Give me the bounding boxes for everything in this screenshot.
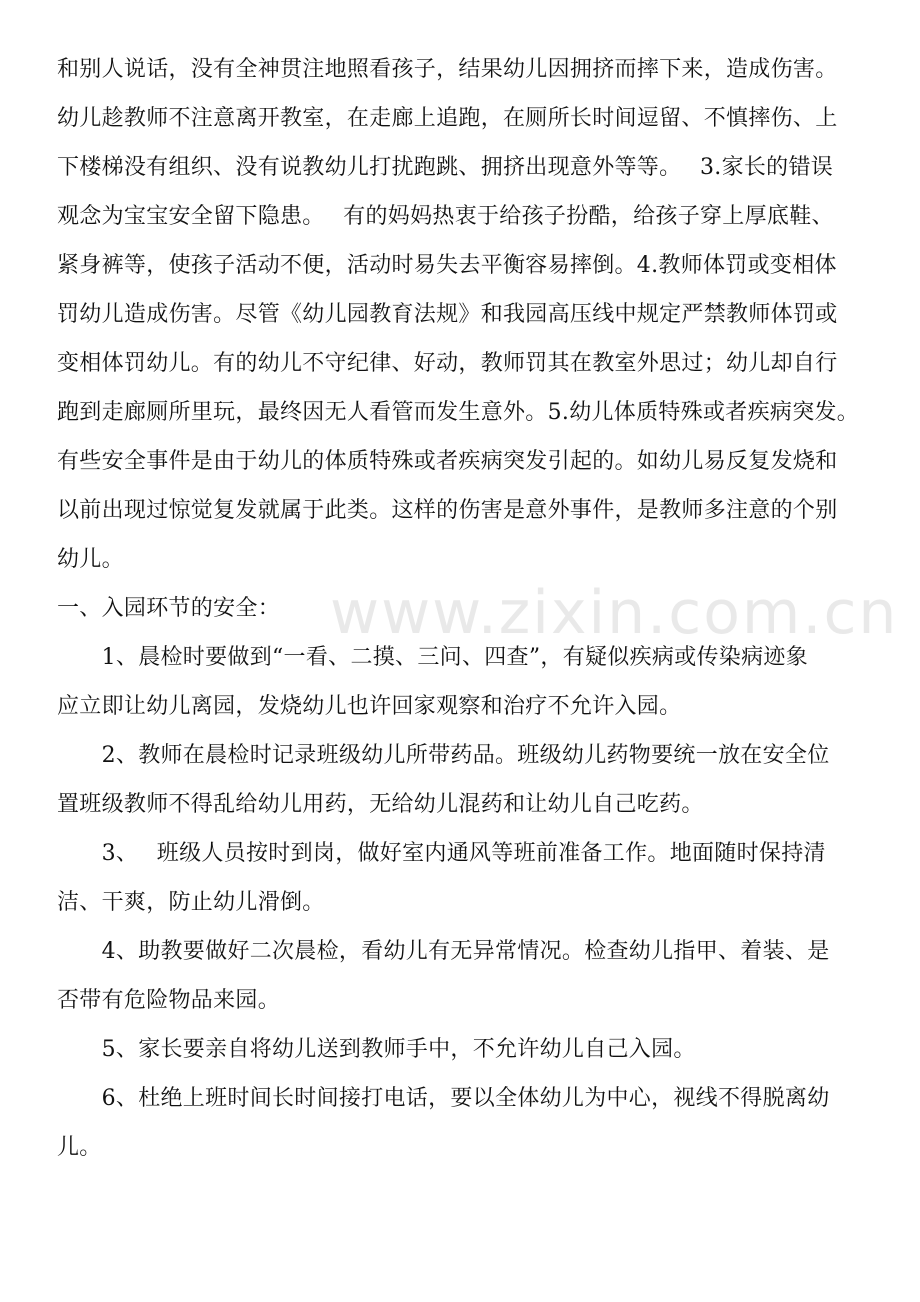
text-line: 否带有危险物品来园。 [57,988,281,1013]
text-line: 有些安全事件是由于幼儿的体质特殊或者疾病突发引起的。如幼儿易反复发烧和 [57,449,838,474]
text-line: 3、 班级人员按时到岗，做好室内通风等班前准备工作。地面随时保持清 [57,841,826,866]
text-line: 2、教师在晨检时记录班级幼儿所带药品。班级幼儿药物要统一放在安全位 [57,743,830,768]
text-line: 紧身裤等，使孩子活动不便，活动时易失去平衡容易摔倒。4.教师体罚或变相体 [57,253,837,278]
text-line: 1、晨检时要做到“一看、二摸、三问、四查”，有疑似疾病或传染病迹象 [57,645,808,670]
text-line: 幼儿趁教师不注意离开教室，在走廊上追跑，在厕所长时间逗留、不慎摔伤、上 [57,106,838,131]
text-line: 置班级教师不得乱给幼儿用药，无给幼儿混药和让幼儿自己吃药。 [57,792,704,817]
text-line: 儿。 [57,1135,102,1160]
section-heading: 一、入园环节的安全： [57,596,281,621]
text-line: 4、助教要做好二次晨检，看幼儿有无异常情况。检查幼儿指甲、着装、是 [57,939,830,964]
text-line: 跑到走廊厕所里玩，最终因无人看管而发生意外。5.幼儿体质特殊或者疾病突发。 [57,400,860,425]
text-line: 5、家长要亲自将幼儿送到教师手中，不允许幼儿自己入园。 [57,1037,696,1062]
text-line: 幼儿。 [57,547,124,572]
text-line: 以前出现过惊觉复发就属于此类。这样的伤害是意外事件，是教师多注意的个别 [57,498,838,523]
text-line: 应立即让幼儿离园，发烧幼儿也许回家观察和治疗不允许入园。 [57,694,682,719]
text-line: 洁、干爽，防止幼儿滑倒。 [57,890,325,915]
text-line: 变相体罚幼儿。有的幼儿不守纪律、好动，教师罚其在教室外思过；幼儿却自行 [57,351,838,376]
text-line: 罚幼儿造成伤害。尽管《幼儿园教育法规》和我园高压线中规定严禁教师体罚或 [57,302,838,327]
watermark: www.zixin.com.cn [330,578,899,648]
text-line: 观念为宝宝安全留下隐患。 有的妈妈热衷于给孩子扮酷，给孩子穿上厚底鞋、 [57,204,834,229]
text-line: 下楼梯没有组织、没有说教幼儿打扰跑跳、拥挤出现意外等等。 3.家长的错误 [57,155,834,180]
text-line: 6、杜绝上班时间长时间接打电话，要以全体幼儿为中心，视线不得脱离幼 [57,1086,830,1111]
text-line: 和别人说话，没有全神贯注地照看孩子，结果幼儿因拥挤而摔下来，造成伤害。 [57,57,838,82]
